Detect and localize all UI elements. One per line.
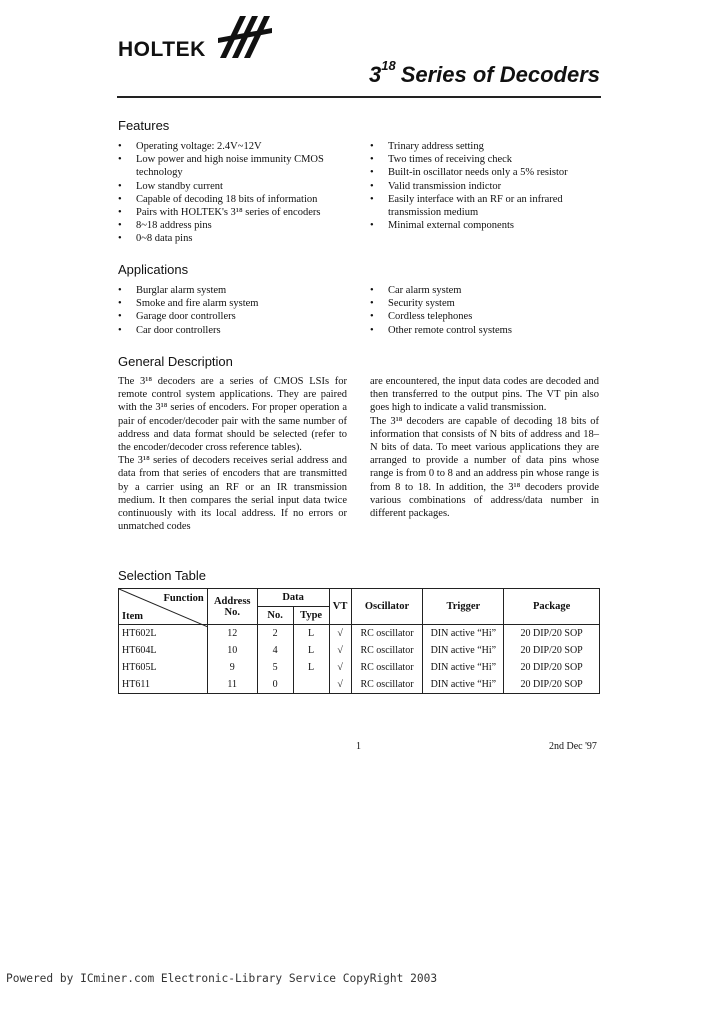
title-rest: Series of Decoders	[400, 62, 600, 87]
general-description-heading: General Description	[118, 354, 233, 369]
features-left-list	[118, 140, 350, 246]
page-number: 1	[356, 741, 361, 752]
package-cell: 20 DIP/20 SOP	[504, 676, 600, 694]
data-type-header: Type	[293, 607, 329, 625]
applications-left-list	[118, 284, 350, 337]
oscillator-cell: RC oscillator	[351, 659, 423, 676]
brand-logo-text: HOLTEK	[118, 38, 206, 61]
list-item: • Minimal external components	[370, 219, 602, 232]
package-cell: 20 DIP/20 SOP	[504, 642, 600, 659]
data-no-header: No.	[257, 607, 293, 625]
list-item: • Car door controllers	[118, 324, 350, 337]
paragraph: The 3¹⁸ decoders are capable of decoding 18 bits of information that consists of N bits of address and 18–N bits of data. To meet various applications they are arranged to provide a number of data pins whose range is from 0 to 8 and an address pin whose range is from 8 to 18. In addition, the 3¹⁸ decoders provide various combinations of address/data number in different packages.	[370, 415, 599, 520]
general-description-right-column	[370, 375, 599, 520]
data-no-cell: 4	[257, 642, 293, 659]
address-cell: 11	[207, 676, 257, 694]
address-cell: 12	[207, 625, 257, 643]
data-no-cell: 2	[257, 625, 293, 643]
table-header-row	[119, 589, 600, 607]
list-item: • Trinary address setting	[370, 140, 602, 153]
list-item: • Operating voltage: 2.4V~12V	[118, 140, 350, 153]
oscillator-cell: RC oscillator	[351, 642, 423, 659]
paragraph: The 3¹⁸ decoders are a series of CMOS LSIs for remote control system applications. They are paired with the 3¹⁸ series of encoders. For proper operation a pair of encoder/decoder pair with the same number of address and data format should be selected (refer to the encoder/decoder cross reference tables).	[118, 376, 347, 454]
vt-cell: √	[329, 659, 351, 676]
address-header: Address No.	[207, 589, 257, 625]
table-row	[119, 659, 600, 676]
list-item: • Two times of receiving check	[370, 153, 602, 166]
package-header: Package	[504, 589, 600, 625]
package-cell: 20 DIP/20 SOP	[504, 625, 600, 643]
item-cell: HT604L	[119, 642, 208, 659]
oscillator-cell: RC oscillator	[351, 676, 423, 694]
item-cell: HT611	[119, 676, 208, 694]
function-label: Function	[163, 593, 204, 604]
features-right-list	[370, 140, 602, 232]
selection-table	[118, 588, 600, 694]
table-row	[119, 625, 600, 643]
list-item: • Easily interface with an RF or an infrared transmission medium	[370, 193, 602, 219]
data-no-cell: 5	[257, 659, 293, 676]
list-item: • Garage door controllers	[118, 310, 350, 323]
list-item: • Valid transmission indictor	[370, 180, 602, 193]
data-type-cell: L	[293, 659, 329, 676]
vt-cell: √	[329, 625, 351, 643]
header-rule	[117, 96, 601, 98]
address-cell: 10	[207, 642, 257, 659]
oscillator-header: Oscillator	[351, 589, 423, 625]
powered-by-watermark: Powered by ICminer.com Electronic-Library Service CopyRight 2003	[6, 972, 438, 985]
list-item: • 8~18 address pins	[118, 219, 350, 232]
list-item: • Security system	[370, 297, 602, 310]
list-item: • Low standby current	[118, 180, 350, 193]
trigger-cell: DIN active “Hi”	[423, 625, 504, 643]
features-heading: Features	[118, 118, 170, 133]
table-row	[119, 676, 600, 694]
holtek-logo-icon	[218, 8, 274, 60]
list-item: • Built-in oscillator needs only a 5% resistor	[370, 166, 602, 179]
address-cell: 9	[207, 659, 257, 676]
package-cell: 20 DIP/20 SOP	[504, 659, 600, 676]
data-type-cell: L	[293, 642, 329, 659]
item-cell: HT602L	[119, 625, 208, 643]
applications-heading: Applications	[118, 262, 189, 277]
data-no-cell: 0	[257, 676, 293, 694]
selection-table-heading: Selection Table	[118, 568, 206, 583]
list-item: • Other remote control systems	[370, 324, 602, 337]
data-type-cell: L	[293, 625, 329, 643]
title-superscript: 18	[381, 58, 396, 73]
list-item: • Car alarm system	[370, 284, 602, 297]
list-item: • Pairs with HOLTEK's 3¹⁸ series of encoders	[118, 206, 350, 219]
vt-cell: √	[329, 642, 351, 659]
vt-cell: √	[329, 676, 351, 694]
document-title	[368, 58, 600, 88]
list-item: • Capable of decoding 18 bits of information	[118, 193, 350, 206]
data-type-cell	[293, 676, 329, 694]
list-item: • 0~8 data pins	[118, 232, 350, 245]
item-cell: HT605L	[119, 659, 208, 676]
trigger-cell: DIN active “Hi”	[423, 676, 504, 694]
trigger-header: Trigger	[423, 589, 504, 625]
item-label: Item	[122, 611, 143, 622]
list-item: • Low power and high noise immunity CMOS technology	[118, 153, 350, 179]
table-row	[119, 642, 600, 659]
oscillator-cell: RC oscillator	[351, 625, 423, 643]
data-header: Data	[257, 589, 329, 607]
list-item: • Smoke and fire alarm system	[118, 297, 350, 310]
general-description-left-column	[118, 375, 347, 533]
applications-right-list	[370, 284, 602, 337]
vt-header: VT	[329, 589, 351, 625]
list-item: • Cordless telephones	[370, 310, 602, 323]
trigger-cell: DIN active “Hi”	[423, 642, 504, 659]
title-base: 3	[368, 62, 382, 87]
function-item-header	[119, 589, 208, 625]
trigger-cell: DIN active “Hi”	[423, 659, 504, 676]
paragraph: are encountered, the input data codes are decoded and then transferred to the output pins. The VT pin also goes high to indicate a valid transmission.	[370, 376, 599, 414]
list-item: • Burglar alarm system	[118, 284, 350, 297]
paragraph: The 3¹⁸ series of decoders receives serial address and data from that series of encoders that are transmitted by a carrier using an RF or an IR transmission medium. It then compares the serial input data twice continuously with its local address. If no errors or unmatched codes	[118, 455, 347, 533]
document-date: 2nd Dec '97	[549, 741, 597, 752]
